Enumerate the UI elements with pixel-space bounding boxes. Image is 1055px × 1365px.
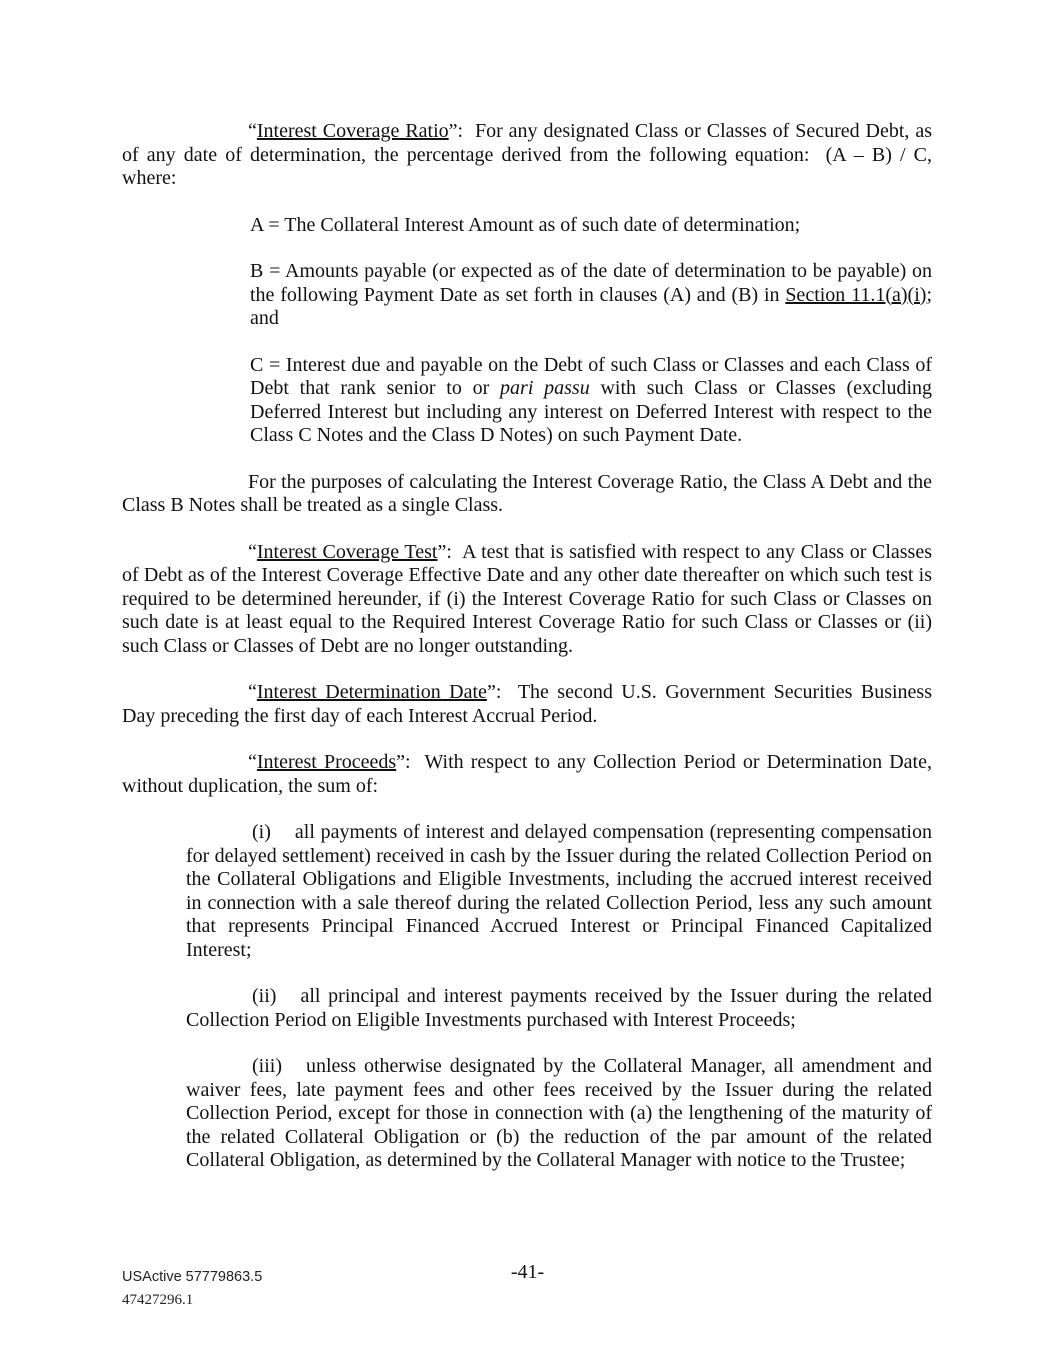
- open-quote: “: [248, 120, 257, 142]
- footer-doc-id-line2: 47427296.1: [122, 1292, 194, 1308]
- single-class-note-text: For the purposes of calculating the Interest Coverage Ratio, the Class A Debt and the Class B Notes shall be treated as a single Class.: [122, 470, 932, 516]
- item-i-text: all payments of interest and delayed compensation (representing compensation for delayed settlement) received in cash by the Issuer during the related Collection Period on the Collateral Obligations and Eligible Investments, including the accrued interest received in connection with a sale thereof during the related Collection Period, less any such amount that represents Principal Financed Accrued Interest or Principal Financed Capitalized Interest;: [186, 821, 932, 961]
- item-ii-text: all principal and interest payments received by the Issuer during the related Collection Period on Eligible Investments purchased with Interest Proceeds;: [186, 985, 932, 1031]
- clause-b-text: B = Amounts payable (or expected as of the date of determination to be payable) on the following Payment Date as set forth in clauses (A) and (B) in: [250, 260, 932, 306]
- open-quote: “: [248, 540, 257, 563]
- definition-body: With respect to any Collection Period or Determination Date, without duplication, the sum of:: [122, 751, 932, 797]
- paragraph-single-class-note: [122, 471, 932, 518]
- list-marker-ii: (ii): [252, 985, 277, 1007]
- term-suffix: ”:: [437, 540, 463, 563]
- interest-proceeds-item-iii: [186, 1055, 932, 1173]
- defined-term-interest-determination-date: Interest Determination Date: [256, 681, 487, 703]
- equation-clause-b: [250, 260, 932, 331]
- list-marker-iii: (iii): [252, 1055, 282, 1077]
- term-suffix: ”:: [448, 120, 475, 142]
- footer-doc-id-line1: USActive 57779863.5: [122, 1269, 263, 1285]
- term-suffix: ”:: [396, 751, 425, 773]
- list-marker-i: (i): [252, 821, 271, 843]
- latin-term-pari-passu: pari passu: [500, 377, 590, 399]
- page-body: [122, 120, 932, 1173]
- interest-proceeds-item-ii: [186, 985, 932, 1032]
- defined-term-interest-coverage-test: Interest Coverage Test: [256, 540, 438, 563]
- equation-clause-a: [250, 214, 932, 238]
- clause-a-text: A = The Collateral Interest Amount as of such date of determination;: [250, 213, 801, 236]
- definition-interest-coverage-test: [122, 541, 932, 659]
- interest-proceeds-item-i: [186, 821, 932, 962]
- section-ref-11-1-a-i: Section 11.1(a)(i): [785, 283, 927, 306]
- page-number: -41-: [510, 1261, 545, 1283]
- definition-interest-coverage-ratio: [122, 120, 932, 191]
- open-quote: “: [248, 681, 257, 703]
- definition-body: For any designated Class or Classes of Secured Debt, as of any date of determination, the percentage derived from the following equation: (A – B) / C, where:: [122, 120, 933, 189]
- definition-body: The second U.S. Government Securities Business Day preceding the first day of each Interest Accrual Period.: [122, 681, 932, 727]
- defined-term-interest-coverage-ratio: Interest Coverage Ratio: [256, 120, 449, 142]
- item-iii-text: unless otherwise designated by the Collateral Manager, all amendment and waiver fees, late payment fees and other fees received by the Issuer during the related Collection Period, except for those in connection with (a) the lengthening of the maturity of the related Collateral Obligation or (b) the reduction of the par amount of the related Collateral Obligation, as determined by the Collateral Manager with notice to the Trustee;: [186, 1055, 932, 1171]
- clause-c-tail: with such Class or Classes (excluding Deferred Interest but including any interest on Deferred Interest with respect to the Class C Notes and the Class D Notes) on such Payment Date.: [250, 377, 933, 446]
- definition-interest-proceeds: [122, 751, 932, 798]
- term-suffix: ”:: [486, 681, 518, 703]
- clause-c-text: C = Interest due and payable on the Debt of such Class or Classes and each Class of Debt that rank senior to or: [250, 353, 932, 399]
- equation-clause-c: [250, 354, 932, 448]
- definition-body: A test that is satisfied with respect to any Class or Classes of Debt as of the Interest Coverage Effective Date and any other date thereafter on which such test is required to be determined hereunder, if (i) the Interest Coverage Ratio for such Class or Classes on such date is at least equal to the Required Interest Coverage Ratio for such Class or Classes or (ii) such Class or Classes of Debt are no longer outstanding.: [122, 540, 933, 657]
- defined-term-interest-proceeds: Interest Proceeds: [256, 751, 397, 773]
- clause-b-tail: ; and: [250, 283, 932, 329]
- definition-interest-determination-date: [122, 681, 932, 728]
- open-quote: “: [248, 751, 257, 773]
